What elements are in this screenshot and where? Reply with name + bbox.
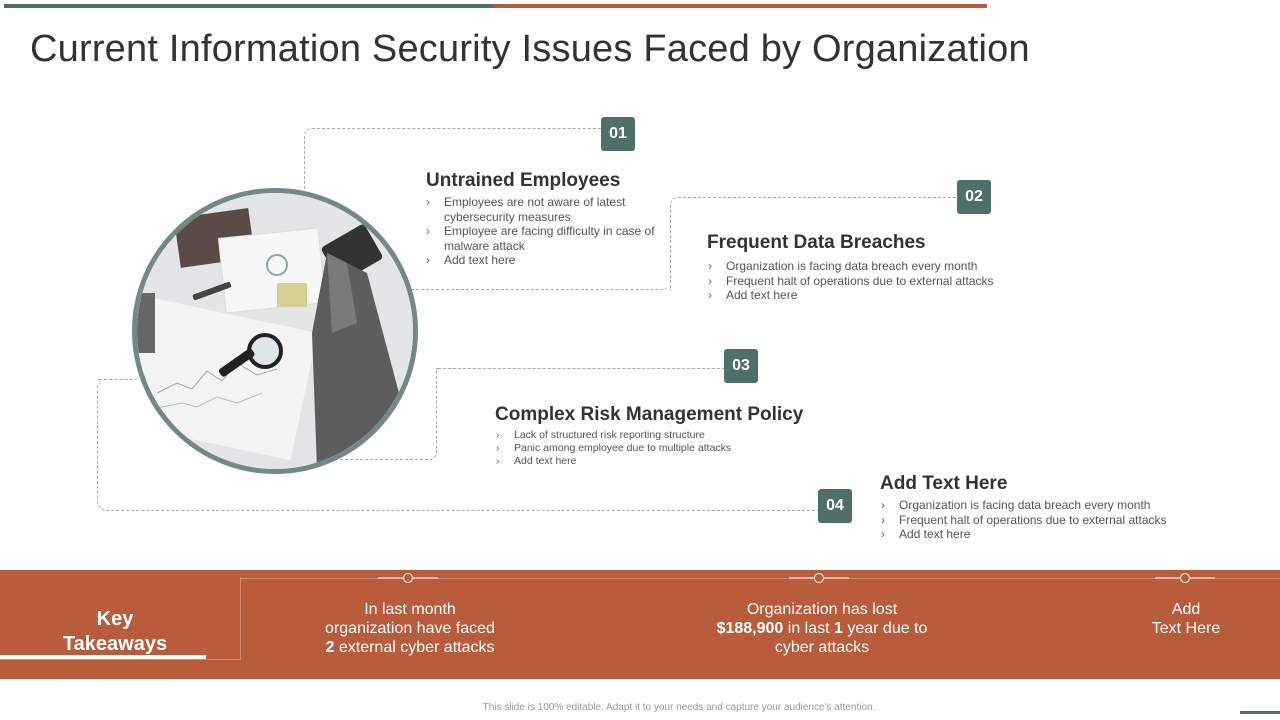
- takeaway-1-line1: In last month: [364, 601, 456, 618]
- connector-04-stub: [97, 379, 137, 381]
- top-accent-bar-teal: [4, 4, 494, 8]
- badge-04: 04: [818, 489, 852, 523]
- takeaway-1-line3: [290, 638, 530, 657]
- takeaway-external-attacks[interactable]: [290, 600, 530, 657]
- knob-2: [814, 573, 824, 583]
- takeaway-add-text[interactable]: [1126, 600, 1246, 638]
- bullet[interactable]: › Add text here: [496, 455, 816, 468]
- key-takeaways-underline: [0, 655, 206, 659]
- top-accent-bar-orange: [494, 4, 987, 8]
- takeaway-3-line1: Add: [1171, 601, 1201, 618]
- bullet[interactable]: › Frequent halt of operations due to external attacks: [881, 513, 1201, 528]
- bullet[interactable]: › Employee are facing difficulty in case of malware attack: [426, 224, 686, 253]
- bullet[interactable]: › Lack of structured risk reporting structure: [496, 429, 816, 442]
- takeaway-2-amount: $188,900: [716, 620, 784, 637]
- takeaway-1-count: 2: [325, 639, 335, 656]
- office-desk-photo: [132, 188, 418, 474]
- takeaway-financial-loss[interactable]: [692, 600, 952, 657]
- knob-1: [403, 573, 413, 583]
- takeaway-2-after: year due to: [842, 620, 928, 637]
- takeaway-2-line3: cyber attacks: [774, 639, 870, 656]
- key-takeaways-title-line2: Takeaways: [62, 633, 168, 655]
- bullets-untrained-employees: [426, 195, 686, 268]
- takeaway-2-mid: in last: [783, 620, 834, 637]
- takeaway-2-years: 1: [834, 620, 843, 637]
- key-takeaways-label-box: [0, 577, 241, 660]
- bullet[interactable]: › Panic among employee due to multiple attacks: [496, 442, 816, 455]
- takeaway-3-line2: Text Here: [1151, 620, 1221, 637]
- takeaway-1-line2: organization have faced: [325, 620, 495, 637]
- bullets-frequent-data-breaches: [708, 259, 1028, 303]
- corner-accent: [1240, 711, 1280, 714]
- heading-add-text-here[interactable]: Add Text Here: [880, 473, 1008, 494]
- bullets-add-text-here: [881, 498, 1201, 542]
- connector-03-top: [436, 368, 724, 370]
- bullet[interactable]: › Organization is facing data breach every month: [881, 498, 1201, 513]
- badge-01: 01: [601, 117, 635, 151]
- bullet[interactable]: › Add text here: [708, 288, 1028, 303]
- takeaway-2-line1: Organization has lost: [746, 601, 898, 618]
- heading-complex-risk-management-policy[interactable]: Complex Risk Management Policy: [495, 404, 804, 425]
- heading-frequent-data-breaches[interactable]: Frequent Data Breaches: [707, 232, 926, 253]
- bullet[interactable]: › Frequent halt of operations due to external attacks: [708, 274, 1028, 289]
- takeaway-2-line2: [692, 619, 952, 638]
- badge-02: 02: [957, 180, 991, 214]
- key-takeaways-title[interactable]: [0, 607, 230, 657]
- bullet[interactable]: › Employees are not aware of latest cybersecurity measures: [426, 195, 686, 224]
- bullet[interactable]: › Add text here: [881, 527, 1201, 542]
- bullet[interactable]: › Organization is facing data breach every month: [708, 259, 1028, 274]
- bullet[interactable]: › Add text here: [426, 253, 686, 268]
- heading-untrained-employees[interactable]: Untrained Employees: [426, 170, 621, 191]
- footer-note: This slide is 100% editable. Adapt it to your needs and capture your audience's attention.: [482, 702, 876, 713]
- takeaway-1-rest: external cyber attacks: [334, 639, 495, 656]
- bullets-complex-risk-management: [496, 429, 816, 468]
- page-title[interactable]: Current Information Security Issues Faced by Organization: [30, 28, 1030, 70]
- badge-03: 03: [724, 349, 758, 383]
- key-takeaways-title-line1: Key: [96, 608, 134, 630]
- knob-3: [1180, 573, 1190, 583]
